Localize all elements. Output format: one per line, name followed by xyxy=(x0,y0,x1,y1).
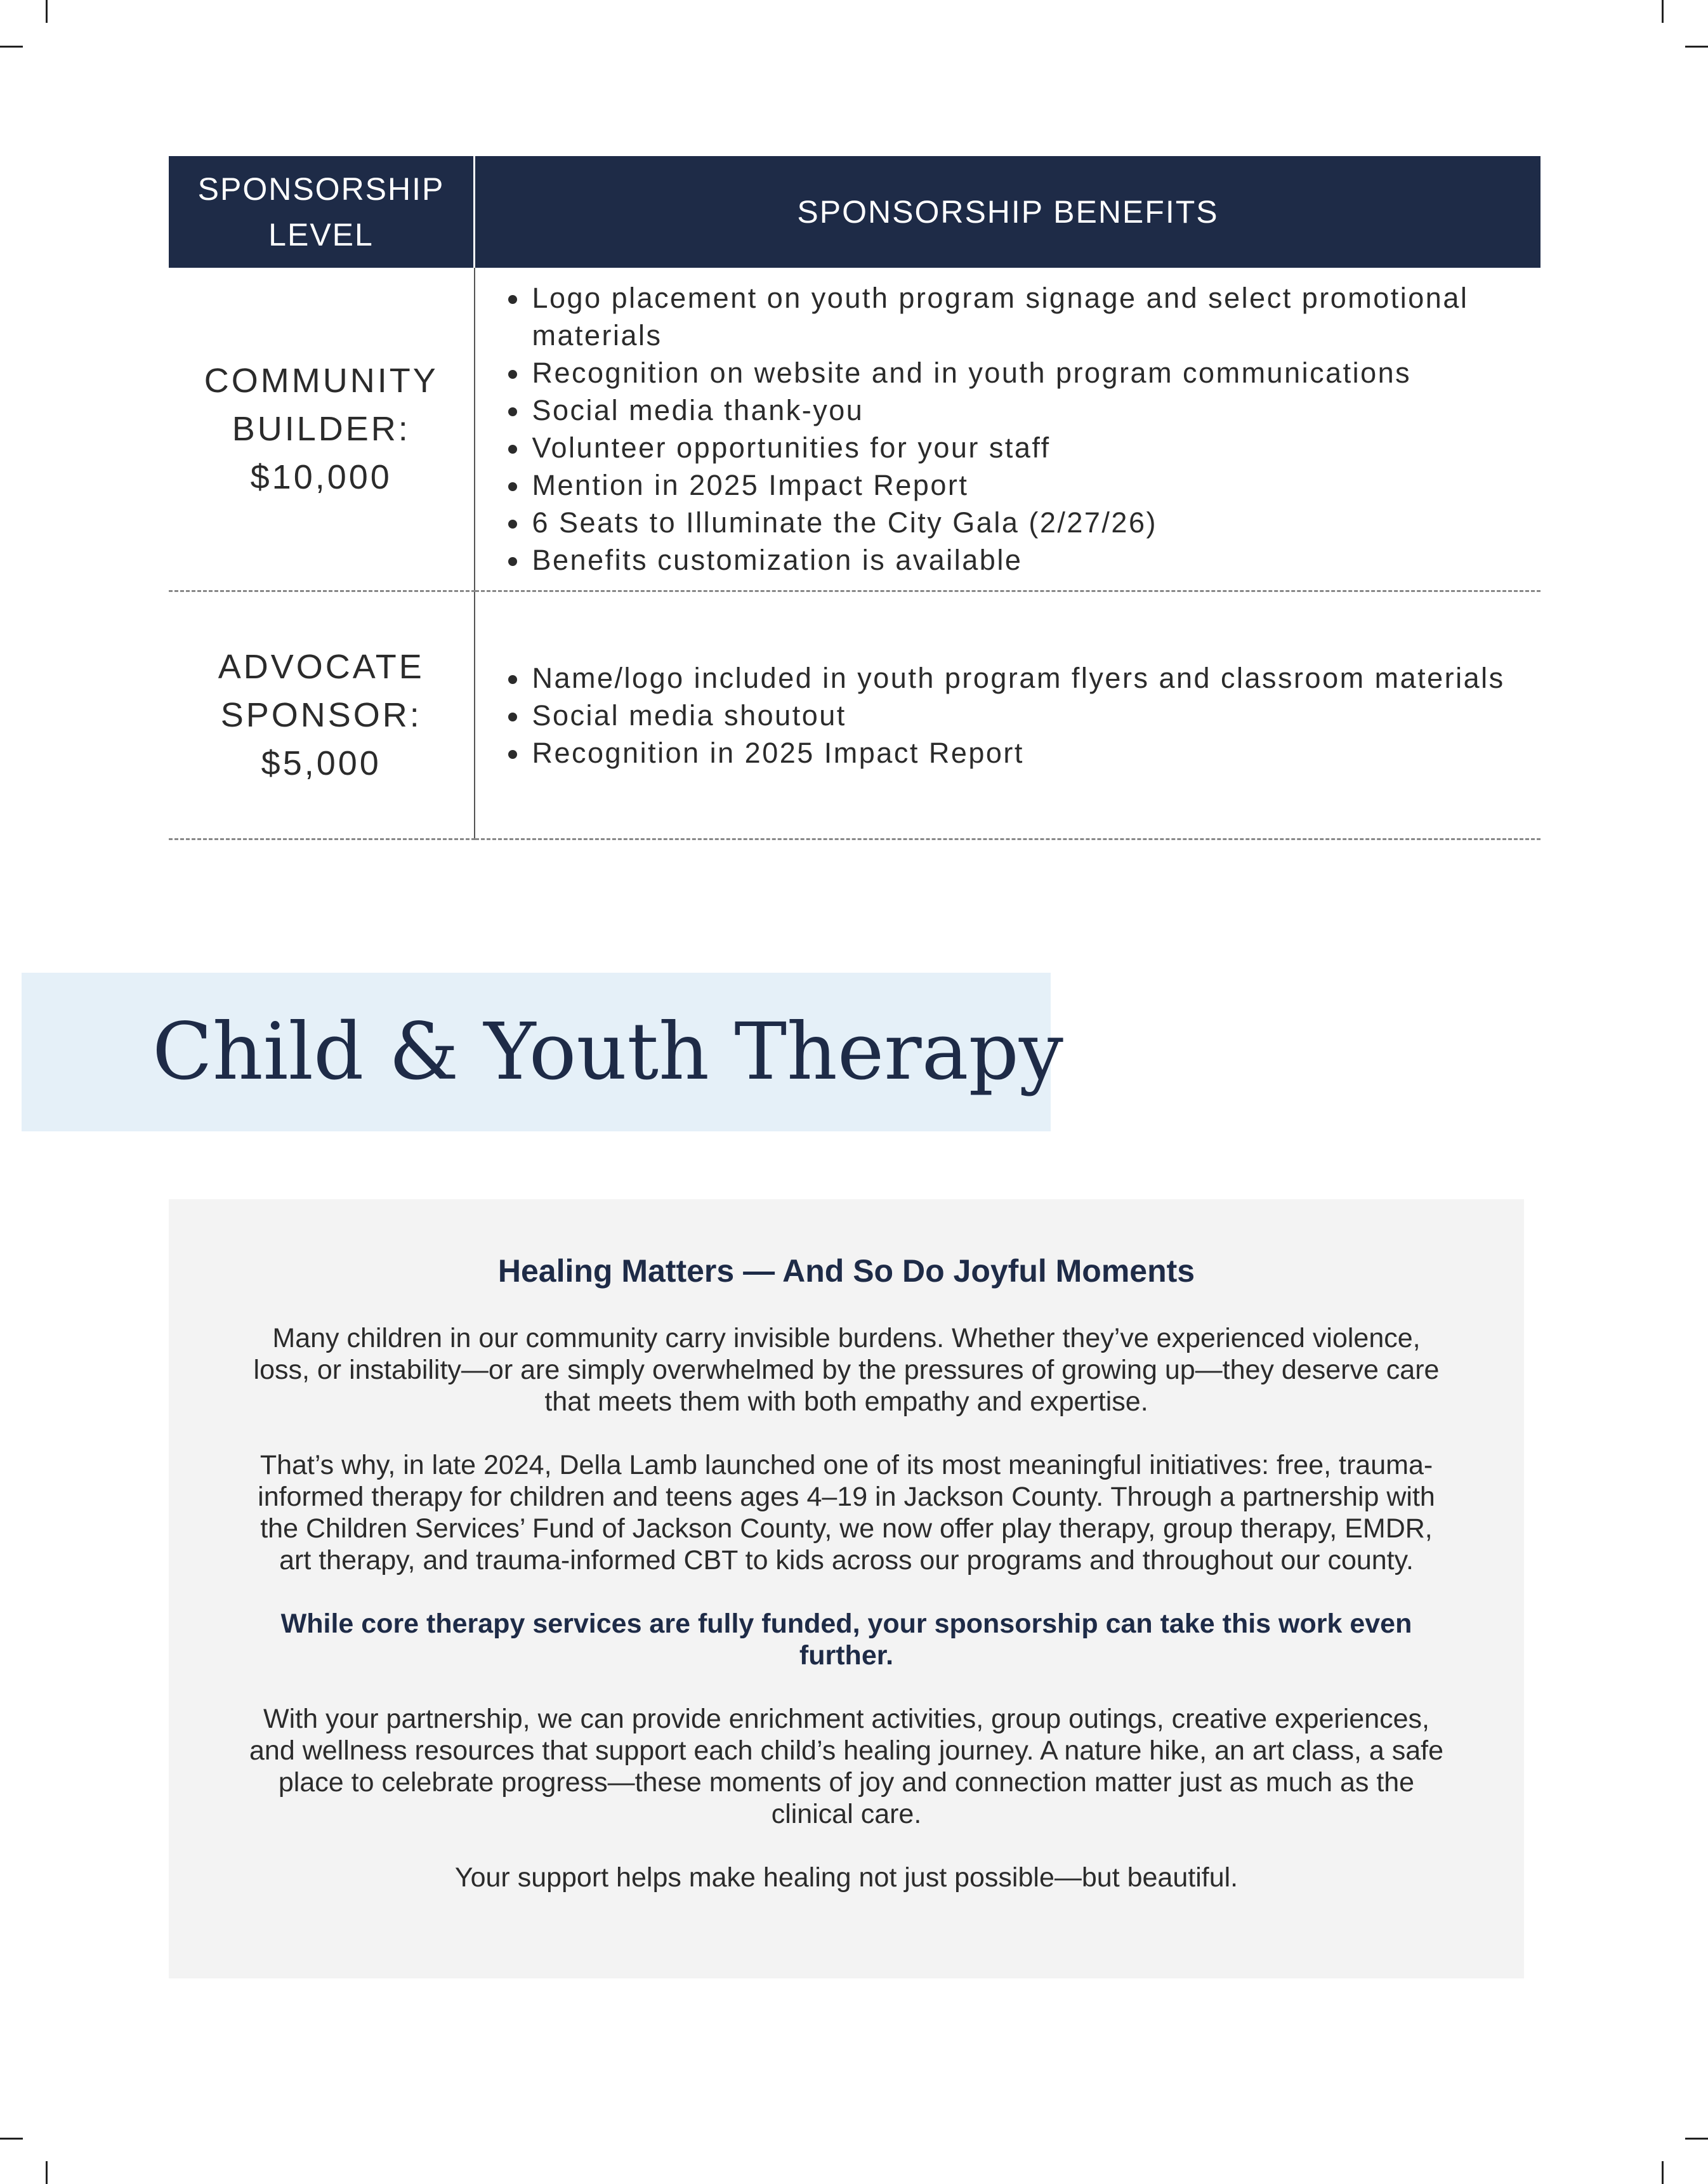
section-title: Child & Youth Therapy xyxy=(152,1006,1063,1098)
info-paragraph: That’s why, in late 2024, Della Lamb launched one of its most meaningful initiatives: free, trauma-informed therapy for children and teens ages 4–19 in Jackson County. Through a partnership with the Children Services’ Fund of Jackson County, we now offer play therapy, group therapy, EMDR, art therapy, and trauma-informed CBT to kids across our programs and throughout our county. xyxy=(258,1450,1435,1576)
level-community-builder xyxy=(169,268,475,591)
table-row xyxy=(169,268,1540,591)
level-label: ADVOCATE SPONSOR: $5,000 xyxy=(218,648,424,782)
list-item: • Volunteer opportunities for your staff xyxy=(530,429,1540,466)
list-item: • Benefits customization is available xyxy=(530,541,1540,579)
list-item: • Recognition on website and in youth program communications xyxy=(530,354,1540,391)
benefit-list xyxy=(475,279,1540,579)
crop-mark xyxy=(46,2161,48,2184)
info-paragraph: With your partnership, we can provide enrichment activities, group outings, creative experiences, and wellness resources that support each child’s healing journey. A nature hike, an art class, a safe place to celebrate progress—these moments of joy and connection matter just as much as the clinical care. xyxy=(249,1704,1443,1829)
info-box-heading: Healing Matters — And So Do Joyful Moments xyxy=(497,1253,1195,1289)
info-paragraph: Your support helps make healing not just possible—but beautiful. xyxy=(454,1862,1238,1893)
benefit-list xyxy=(475,659,1540,772)
info-box xyxy=(169,1199,1524,1978)
list-item: • Logo placement on youth program signage and select promotional materials xyxy=(530,279,1540,354)
table-row xyxy=(169,591,1540,839)
crop-mark xyxy=(1662,2161,1664,2184)
benefits-cell xyxy=(475,268,1541,591)
crop-mark xyxy=(1685,2138,1708,2140)
header-sponsorship-level: SPONSORSHIP LEVEL xyxy=(169,156,475,268)
list-item: • Mention in 2025 Impact Report xyxy=(530,466,1540,504)
info-paragraph: Many children in our community carry invisible burdens. Whether they’ve experienced violence, loss, or instability—or are simply overwhelmed by the pressures of growing up—they deserve care that meets them with both empathy and expertise. xyxy=(253,1323,1440,1417)
crop-mark xyxy=(0,2138,23,2140)
crop-mark xyxy=(1685,46,1708,48)
table-header-row xyxy=(169,156,1540,268)
level-label: COMMUNITY BUILDER: $10,000 xyxy=(204,362,438,496)
list-item: • Name/logo included in youth program flyers and classroom materials xyxy=(530,659,1540,697)
info-paragraph-emphasis: While core therapy services are fully funded, your sponsorship can take this work even further. xyxy=(280,1608,1412,1671)
benefits-cell xyxy=(475,591,1541,839)
level-advocate-sponsor xyxy=(169,591,475,839)
list-item: • Social media shoutout xyxy=(530,697,1540,734)
crop-mark xyxy=(1662,0,1664,23)
sponsorship-table xyxy=(169,156,1540,840)
crop-mark xyxy=(46,0,48,23)
list-item: • Recognition in 2025 Impact Report xyxy=(530,734,1540,772)
list-item: • Social media thank-you xyxy=(530,391,1540,429)
section-title-band xyxy=(22,973,1063,1131)
crop-mark xyxy=(0,46,23,48)
header-sponsorship-benefits: SPONSORSHIP BENEFITS xyxy=(475,156,1541,268)
list-item: • 6 Seats to Illuminate the City Gala (2/27/26) xyxy=(530,504,1540,541)
